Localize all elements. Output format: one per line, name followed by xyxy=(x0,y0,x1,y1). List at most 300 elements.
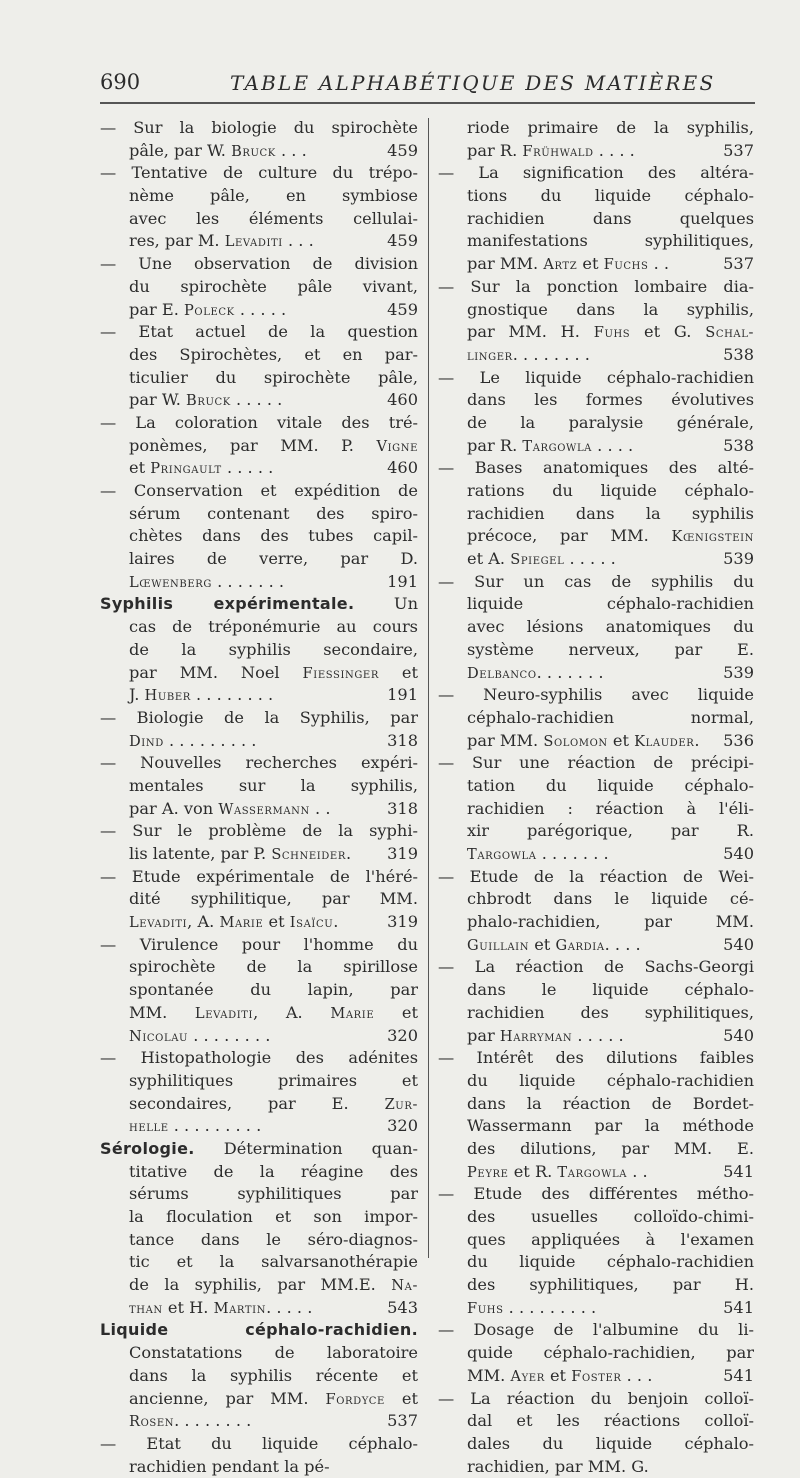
entry-line xyxy=(100,1251,418,1274)
index-entry xyxy=(100,1047,418,1138)
entry-text: dal et les réactions colloï- xyxy=(467,1411,754,1430)
entry-line xyxy=(100,457,372,480)
entry-line xyxy=(438,1206,754,1229)
entry-line xyxy=(100,480,418,503)
entry-text: système nerveux, par E. xyxy=(467,640,754,659)
entry-text: — Neuro-syphilis avec liquide xyxy=(438,685,754,704)
entry-text: . . . xyxy=(276,141,307,160)
entry-text: et xyxy=(577,254,603,273)
page-reference: 320 xyxy=(387,1115,418,1138)
entry-line xyxy=(438,1297,710,1320)
author-name: Dind xyxy=(129,733,164,750)
entry-text: riode primaire de la syphilis, xyxy=(467,118,754,137)
entry-text: précoce, par MM. xyxy=(467,526,672,545)
author-name: Wassermann xyxy=(218,801,310,818)
entry-text: . . . . xyxy=(592,436,633,455)
index-entry xyxy=(100,707,418,752)
entry-text: — Etude de la réaction de Wei- xyxy=(438,867,754,886)
entry-text: et xyxy=(545,1366,571,1385)
entry-text: rachidien des syphilitiques, xyxy=(467,1003,754,1022)
entry-line xyxy=(438,162,754,185)
entry-text: — Etat actuel de la question xyxy=(100,322,418,341)
page-reference: 460 xyxy=(387,389,418,412)
header-rule xyxy=(100,102,755,104)
page-reference: 540 xyxy=(723,1025,754,1048)
entry-text: Constatations de laboratoire xyxy=(129,1343,418,1362)
entry-line xyxy=(438,662,710,685)
entry-text: chbrodt dans le liquide cé- xyxy=(467,889,754,908)
entry-text: et xyxy=(379,663,418,682)
entry-line xyxy=(100,117,418,140)
entry-line xyxy=(438,888,754,911)
entry-line xyxy=(438,1410,754,1433)
entry-text: . . . . . . . . . xyxy=(504,1298,597,1317)
page-reference: 538 xyxy=(723,344,754,367)
entry-line xyxy=(438,276,754,299)
author-name: Na- xyxy=(391,1277,418,1294)
entry-line xyxy=(438,389,754,412)
entry-line xyxy=(438,571,754,594)
entry-text: . . . xyxy=(622,1366,653,1385)
entry-text: MM. xyxy=(467,1366,510,1385)
entry-text: dales du liquide céphalo- xyxy=(467,1434,754,1453)
entry-text: . . . . . xyxy=(231,390,282,409)
page-number: 690 xyxy=(100,70,140,94)
entry-line xyxy=(438,979,754,1002)
entry-text: , A. xyxy=(187,912,219,931)
entry-text: . . . . . . . . xyxy=(174,1411,251,1430)
entry-text: MM. xyxy=(129,1003,195,1022)
author-name: Martin xyxy=(214,1300,267,1317)
entry-text: manifestations syphilitiques, xyxy=(467,231,754,250)
entry-line xyxy=(100,253,418,276)
entry-line xyxy=(438,1047,754,1070)
entry-text: ticulier du spirochète pâle, xyxy=(129,368,418,387)
entry-text: . . . . . xyxy=(235,300,286,319)
page-reference: 537 xyxy=(723,140,754,163)
author-name: Peyre xyxy=(467,1164,509,1181)
entry-text: — Histopathologie des adénites xyxy=(100,1048,418,1067)
entry-line xyxy=(100,412,418,435)
entry-text: — La coloration vitale des tré- xyxy=(100,413,418,432)
entry-line xyxy=(438,230,754,253)
entry-line xyxy=(100,503,418,526)
author-name: Spiegel xyxy=(510,551,564,568)
entry-text: tation du liquide céphalo- xyxy=(467,776,754,795)
index-entry xyxy=(100,117,418,162)
entry-line xyxy=(438,1251,754,1274)
entry-line xyxy=(100,798,372,821)
author-name: Levaditi xyxy=(195,1005,253,1022)
entry-text: — Le liquide céphalo-rachidien xyxy=(438,368,754,387)
entry-line xyxy=(438,435,710,458)
entry-text: et xyxy=(529,935,555,954)
author-name: helle xyxy=(129,1118,169,1135)
page-reference: 539 xyxy=(723,662,754,685)
index-entry xyxy=(438,162,754,275)
entry-text: lis latente, par P. xyxy=(129,844,271,863)
index-entry xyxy=(100,412,418,480)
page-reference: 540 xyxy=(723,934,754,957)
entry-text: — Une observation de division xyxy=(100,254,418,273)
index-entry xyxy=(438,1388,754,1478)
index-entry xyxy=(100,321,418,412)
page-reference: 459 xyxy=(387,140,418,163)
entry-line xyxy=(438,843,710,866)
author-name: Solomon xyxy=(543,733,607,750)
entry-line xyxy=(438,140,710,163)
entry-line xyxy=(100,208,418,231)
entry-line xyxy=(100,1115,372,1138)
entry-line xyxy=(438,525,754,548)
entry-text: . . . . . . . xyxy=(537,844,609,863)
entry-line xyxy=(100,775,418,798)
author-name: linger xyxy=(467,347,513,364)
entry-line xyxy=(100,1183,418,1206)
author-name: Fordyce xyxy=(325,1391,384,1408)
left-column xyxy=(100,117,418,1478)
index-entry xyxy=(438,457,754,570)
entry-text: rachidien : réaction à l'éli- xyxy=(467,799,754,818)
entry-line xyxy=(100,389,372,412)
entry-line xyxy=(438,344,710,367)
entry-text: J. xyxy=(129,685,145,704)
author-name: Foster xyxy=(571,1368,621,1385)
entry-line xyxy=(438,616,754,639)
entry-line xyxy=(100,1342,418,1365)
entry-text: — Intérêt des dilutions faibles xyxy=(438,1048,754,1067)
entry-line xyxy=(100,1274,418,1297)
entry-text: nème pâle, en symbiose xyxy=(129,186,418,205)
index-entry xyxy=(438,956,754,1047)
entry-text: par MM. xyxy=(467,254,543,273)
page-reference: 543 xyxy=(387,1297,418,1320)
entry-line xyxy=(438,1319,754,1342)
author-name: Nicolau xyxy=(129,1028,188,1045)
entry-text: — Dosage de l'albumine du li- xyxy=(438,1320,754,1339)
entry-line xyxy=(100,1002,418,1025)
entry-line xyxy=(100,548,418,571)
entry-line xyxy=(100,684,372,707)
entry-line xyxy=(438,684,754,707)
author-name: Rosen xyxy=(129,1413,174,1430)
entry-line xyxy=(438,934,710,957)
index-entry xyxy=(438,367,754,458)
entry-text: secondaires, par E. xyxy=(129,1094,385,1113)
page-reference: 319 xyxy=(387,911,418,934)
entry-text: — Sur la biologie du spirochète xyxy=(100,118,418,137)
index-entry xyxy=(100,866,418,934)
entry-text: res, par M. xyxy=(129,231,225,250)
entry-line xyxy=(100,593,418,616)
page-reference: 459 xyxy=(387,230,418,253)
entry-text: . xyxy=(333,912,338,931)
entry-line xyxy=(100,1161,418,1184)
entry-line xyxy=(100,1138,418,1161)
entry-line xyxy=(438,1070,754,1093)
entry-line xyxy=(100,1297,372,1320)
entry-line xyxy=(438,956,754,979)
entry-text: . xyxy=(346,844,351,863)
page-reference: 539 xyxy=(723,548,754,571)
entry-line xyxy=(100,639,418,662)
author-name: Levaditi xyxy=(225,233,283,250)
entry-text: — Sur le problème de la syphi- xyxy=(100,821,418,840)
entry-text: par xyxy=(467,1026,500,1045)
entry-line xyxy=(438,1388,754,1411)
entry-line xyxy=(438,593,754,616)
page-reference: 191 xyxy=(387,684,418,707)
index-entry xyxy=(100,752,418,820)
entry-line xyxy=(438,707,754,730)
entry-text: — Sur une réaction de précipi- xyxy=(438,753,754,772)
index-entry xyxy=(438,752,754,865)
entry-text: — Etude expérimentale de l'héré- xyxy=(100,867,418,886)
entry-line xyxy=(438,457,754,480)
index-entry xyxy=(438,1047,754,1183)
entry-text: par W. xyxy=(129,390,186,409)
entry-line xyxy=(100,1433,418,1456)
page-reference: 537 xyxy=(387,1410,418,1433)
entry-text: , A. xyxy=(253,1003,330,1022)
right-column xyxy=(438,117,754,1478)
entry-line xyxy=(100,162,418,185)
entry-text: spirochète de la spirillose xyxy=(129,957,418,976)
entry-text: cas de tréponémurie au cours xyxy=(129,617,418,636)
entry-line xyxy=(438,775,754,798)
entry-text: tic et la salvarsanothérapie xyxy=(129,1252,418,1271)
entry-line xyxy=(100,1456,418,1478)
entry-line xyxy=(100,1206,418,1229)
entry-text: — Nouvelles recherches expéri- xyxy=(100,753,418,772)
author-name: Fuhs xyxy=(467,1300,504,1317)
entry-line xyxy=(100,367,418,390)
author-name: Zur- xyxy=(385,1096,418,1113)
entry-text: la floculation et son impor- xyxy=(129,1207,418,1226)
entry-line xyxy=(438,1342,754,1365)
entry-text: tions du liquide céphalo- xyxy=(467,186,754,205)
entry-text: . . . . . . . xyxy=(212,572,284,591)
entry-line xyxy=(100,1229,418,1252)
entry-text: céphalo-rachidien normal, xyxy=(467,708,754,727)
index-entry xyxy=(438,684,754,752)
entry-line xyxy=(438,1183,754,1206)
entry-text: dans la réaction de Bordet- xyxy=(467,1094,754,1113)
entry-text: — Bases anatomiques des alté- xyxy=(438,458,754,477)
entry-text: de la syphilis secondaire, xyxy=(129,640,418,659)
entry-line xyxy=(100,1093,418,1116)
entry-text: par E. xyxy=(129,300,184,319)
author-name: Guillain xyxy=(467,937,529,954)
page-reference: 318 xyxy=(387,798,418,821)
entry-line xyxy=(100,979,418,1002)
entry-text: titative de la réagine des xyxy=(129,1162,418,1181)
page-reference: 540 xyxy=(723,843,754,866)
entry-line xyxy=(438,798,754,821)
entry-line xyxy=(100,1365,418,1388)
entry-text: xir parégorique, par R. xyxy=(467,821,754,840)
page-reference: 320 xyxy=(387,1025,418,1048)
entry-line xyxy=(100,276,418,299)
entry-line xyxy=(438,1025,710,1048)
author-name: Harryman xyxy=(500,1028,572,1045)
entry-text: Détermination quan- xyxy=(195,1139,418,1158)
entry-line xyxy=(100,752,418,775)
author-name: Fuhs xyxy=(594,324,631,341)
entry-line xyxy=(438,1274,754,1297)
entry-text: avec lésions anatomiques du xyxy=(467,617,754,636)
entry-text: . . . . . . . . xyxy=(191,685,273,704)
entry-line xyxy=(438,1138,754,1161)
entry-text: avec les éléments cellulai- xyxy=(129,209,418,228)
entry-text: rachidien dans quelques xyxy=(467,209,754,228)
running-title: TABLE ALPHABÉTIQUE DES MATIÈRES xyxy=(230,71,715,95)
entry-text: — Biologie de la Syphilis, par xyxy=(100,708,418,727)
entry-line xyxy=(438,730,710,753)
subject-heading: Syphilis expérimentale. xyxy=(100,594,354,613)
entry-text: Wassermann par la méthode xyxy=(467,1116,754,1135)
entry-text: liquide céphalo-rachidien xyxy=(467,594,754,613)
page-reference: 538 xyxy=(723,435,754,458)
entry-line xyxy=(100,1025,372,1048)
author-name: Klauder xyxy=(634,733,694,750)
author-name: Vigne xyxy=(376,438,418,455)
entry-line xyxy=(100,344,418,367)
entry-line xyxy=(100,911,372,934)
author-name: Frühwald xyxy=(522,143,593,160)
entry-text: quide céphalo-rachidien, par xyxy=(467,1343,754,1362)
author-name: Bruck xyxy=(231,143,276,160)
page-header xyxy=(100,70,756,100)
entry-line xyxy=(100,707,418,730)
entry-text: dans les formes évolutives xyxy=(467,390,754,409)
entry-text: ponèmes, par MM. P. xyxy=(129,436,376,455)
author-name: Ayer xyxy=(510,1368,544,1385)
page-reference: 537 xyxy=(723,253,754,276)
page-reference: 319 xyxy=(387,843,418,866)
index-entry xyxy=(100,1138,418,1320)
entry-line xyxy=(100,299,372,322)
entry-text: — Virulence pour l'homme du xyxy=(100,935,418,954)
index-entry xyxy=(438,571,754,684)
entry-text: — Sur un cas de syphilis du xyxy=(438,572,754,591)
index-entry xyxy=(100,480,418,593)
entry-text: des dilutions, par MM. E. xyxy=(467,1139,754,1158)
page-reference: 318 xyxy=(387,730,418,753)
entry-line xyxy=(438,1115,754,1138)
entry-line xyxy=(438,299,754,322)
entry-text: et G. xyxy=(630,322,705,341)
entry-text: sérums syphilitiques par xyxy=(129,1184,418,1203)
entry-text: . . xyxy=(648,254,669,273)
entry-line xyxy=(438,1456,754,1478)
entry-line xyxy=(438,321,754,344)
index-entry xyxy=(100,1319,418,1432)
index-entry xyxy=(100,1433,418,1478)
subject-heading: Liquide céphalo-rachidien. xyxy=(100,1320,418,1339)
author-name: Marie xyxy=(219,914,263,931)
entry-line xyxy=(100,571,372,594)
entry-text: . . . . xyxy=(605,935,641,954)
entry-line xyxy=(100,321,418,344)
entry-text: et A. xyxy=(467,549,510,568)
entry-line xyxy=(438,1093,754,1116)
entry-text: du liquide céphalo-rachidien xyxy=(467,1252,754,1271)
entry-line xyxy=(100,1388,418,1411)
entry-text: par MM. H. xyxy=(467,322,594,341)
entry-line xyxy=(100,888,418,911)
entry-text: du liquide céphalo-rachidien xyxy=(467,1071,754,1090)
entry-text: des syphilitiques, par H. xyxy=(467,1275,754,1294)
entry-text: chètes dans des tubes capil- xyxy=(129,526,418,545)
entry-text: — Conservation et expédition de xyxy=(100,481,418,500)
entry-text: de la paralysie générale, xyxy=(467,413,754,432)
entry-text: . xyxy=(694,731,699,750)
entry-text: rachidien, par MM. G. xyxy=(467,1457,649,1476)
index-entry xyxy=(100,820,418,865)
author-name: Fiessinger xyxy=(303,665,379,682)
entry-text: rachidien dans la syphilis xyxy=(467,504,754,523)
subject-heading: Sérologie. xyxy=(100,1139,195,1158)
entry-text: . . . . . xyxy=(564,549,615,568)
entry-line xyxy=(100,843,372,866)
entry-text: dans le liquide céphalo- xyxy=(467,980,754,999)
entry-text: . . . . . . . . . xyxy=(169,1116,262,1135)
entry-text: dans la syphilis récente et xyxy=(129,1366,418,1385)
index-entry xyxy=(438,276,754,367)
author-name: Huber xyxy=(145,687,191,704)
entry-text: et xyxy=(385,1389,418,1408)
entry-text: et H. xyxy=(163,1298,214,1317)
entry-line xyxy=(438,1229,754,1252)
entry-line xyxy=(438,253,710,276)
entry-text: — La signification des altéra- xyxy=(438,163,754,182)
page-reference: 191 xyxy=(387,571,418,594)
entry-text: par A. von xyxy=(129,799,218,818)
author-name: Marie xyxy=(330,1005,374,1022)
entry-line xyxy=(438,911,754,934)
page-reference: 541 xyxy=(723,1161,754,1184)
index-entry xyxy=(438,117,754,162)
entry-text: — Etat du liquide céphalo- xyxy=(100,1434,418,1453)
entry-text: tance dans le séro-diagnos- xyxy=(129,1230,418,1249)
author-name: Targowla xyxy=(522,438,592,455)
column-divider xyxy=(428,118,429,1258)
entry-text: des usuelles colloïdo-chimi- xyxy=(467,1207,754,1226)
author-name: Poleck xyxy=(184,302,235,319)
entry-line xyxy=(100,616,418,639)
entry-text: et xyxy=(129,458,150,477)
entry-line xyxy=(100,185,418,208)
entry-line xyxy=(438,412,754,435)
entry-line xyxy=(438,480,754,503)
entry-text: gnostique dans la syphilis, xyxy=(467,300,754,319)
page-reference: 460 xyxy=(387,457,418,480)
entry-text: . . . . . xyxy=(572,1026,623,1045)
entry-text: mentales sur la syphilis, xyxy=(129,776,418,795)
author-name: Schal- xyxy=(705,324,754,341)
index-entry xyxy=(100,934,418,1047)
entry-text: et xyxy=(608,731,634,750)
entry-text: spontanée du lapin, par xyxy=(129,980,418,999)
entry-text: ancienne, par MM. xyxy=(129,1389,325,1408)
entry-line xyxy=(100,525,418,548)
author-name: than xyxy=(129,1300,163,1317)
entry-text: — Tentative de culture du trépo- xyxy=(100,163,418,182)
entry-text: du spirochète pâle vivant, xyxy=(129,277,418,296)
entry-text: . . . . . . . xyxy=(537,663,604,682)
entry-text: . . . . . . . . xyxy=(188,1026,270,1045)
